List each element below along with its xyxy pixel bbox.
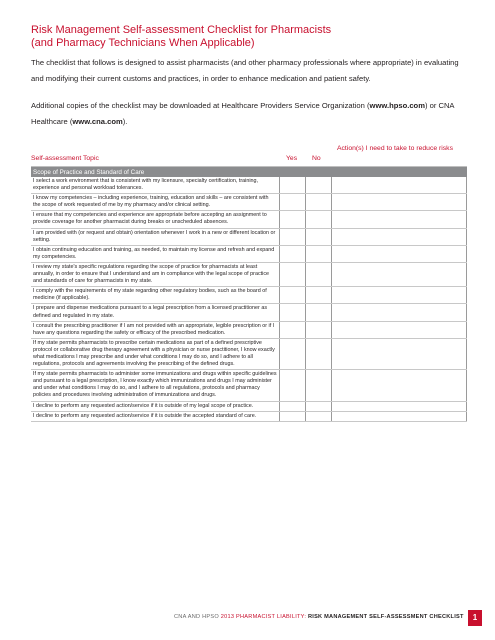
- checklist-row: [31, 263, 467, 287]
- no-checkbox[interactable]: [305, 287, 331, 303]
- checklist-row: [31, 287, 467, 304]
- checklist-item-text: I consult the prescribing practitioner if I am not provided with an appropriate, legible prescription or if I have any questions regarding the safety or efficacy of the prescribed medication.: [33, 322, 275, 336]
- yes-checkbox[interactable]: [279, 322, 305, 338]
- action-field[interactable]: [331, 263, 467, 286]
- action-field[interactable]: [331, 211, 467, 227]
- action-field[interactable]: [331, 304, 467, 320]
- download-text-post: ).: [122, 116, 128, 126]
- yes-checkbox[interactable]: [279, 246, 305, 262]
- checklist-row: [31, 304, 467, 321]
- action-field[interactable]: [331, 229, 467, 245]
- yes-checkbox[interactable]: [279, 370, 305, 400]
- checklist-row: [31, 211, 467, 228]
- checklist-table: [31, 166, 467, 422]
- checklist-item-text: I know my competencies – including experience, training, education and skills – are consistent with the scope of work requested of me by my pharmacy and/or clinical setting.: [33, 195, 269, 209]
- no-checkbox[interactable]: [305, 263, 331, 286]
- yes-checkbox[interactable]: [279, 287, 305, 303]
- yes-checkbox[interactable]: [279, 339, 305, 369]
- no-checkbox[interactable]: [305, 229, 331, 245]
- checklist-row: [31, 229, 467, 246]
- title-line-2: (and Pharmacy Technicians When Applicable): [31, 37, 255, 49]
- checklist-item-text: I prepare and dispense medications pursuant to a legal prescription from a licensed practitioner as defined and regulated in my state.: [33, 305, 268, 319]
- checklist-row: [31, 177, 467, 194]
- header-action: Action(s) I need to take to reduce risks: [337, 145, 453, 152]
- download-text-mid: ) or CNA Healthcare (: [31, 101, 455, 126]
- checklist-item-text: I comply with the requirements of my state regarding other regulatory bodies, such as the board of medicine (if applicable).: [33, 288, 267, 302]
- page-number: 1: [468, 610, 482, 626]
- action-field[interactable]: [331, 194, 467, 210]
- checklist-row: [31, 339, 467, 370]
- checklist-item-text: I decline to perform any requested action/service if it is outside of my legal scope of practice.: [33, 402, 254, 409]
- action-field[interactable]: [331, 370, 467, 400]
- footer-part-2: 2013 PHARMACIST LIABILITY:: [220, 614, 307, 620]
- action-field[interactable]: [331, 322, 467, 338]
- title-line-1: Risk Management Self-assessment Checklist for Pharmacists: [31, 24, 332, 36]
- checklist-row: [31, 246, 467, 263]
- action-field[interactable]: [331, 402, 467, 411]
- yes-checkbox[interactable]: [279, 304, 305, 320]
- checklist-item-text: If my state permits pharmacists to administer some immunizations and drugs within specific guidelines and pursuant to a legal prescription, I know exactly which immunizations and drugs I may administer and under what conditions I may do so, and I adhere to all regulations, protocols and pharmacy policies and procedures involving administration of immunizations and drugs.: [33, 371, 277, 399]
- no-checkbox[interactable]: [305, 246, 331, 262]
- checklist-item-text: I select a work environment that is consistent with my licensure, specialty certification, training, experience and personal workload tolerances.: [33, 178, 259, 192]
- checklist-item-text: If my state permits pharmacists to prescribe certain medications as part of a defined prescriptive protocol or collaborative drug therapy agreement with a physician or nurse practitioner, I know exactly what medications I may prescribe and under what conditions I may do so, and I adhere to all regulations, protocols and agreements involving the prescribing of the defined drugs.: [33, 339, 275, 368]
- no-checkbox[interactable]: [305, 211, 331, 227]
- download-text-pre: Additional copies of the checklist may be downloaded at Healthcare Providers Service Organization (: [31, 101, 370, 110]
- checklist-item-text: I ensure that my competencies and experience are appropriate before accepting an assignment to provide coverage for another pharmacist during breaks or unscheduled absences.: [33, 212, 267, 226]
- cna-link[interactable]: www.cna.com: [72, 116, 123, 126]
- footer-part-3: RISK MANAGEMENT SELF-ASSESSMENT CHECKLIST: [307, 614, 464, 620]
- checklist-row: [31, 412, 467, 422]
- no-checkbox[interactable]: [305, 370, 331, 400]
- yes-checkbox[interactable]: [279, 402, 305, 411]
- no-checkbox[interactable]: [305, 304, 331, 320]
- action-field[interactable]: [331, 287, 467, 303]
- yes-checkbox[interactable]: [279, 211, 305, 227]
- checklist-item-text: I decline to perform any requested action/service if it is outside the accepted standard of care.: [33, 412, 257, 419]
- checklist-item-text: I obtain continuing education and training, as needed, to maintain my license and refresh and expand my competencies.: [33, 246, 275, 260]
- yes-checkbox[interactable]: [279, 229, 305, 245]
- checklist-row: [31, 402, 467, 412]
- checklist-row: [31, 370, 467, 401]
- checklist-item-text: I am provided with (or request and obtain) orientation whenever I work in a new or different location or setting.: [33, 229, 276, 243]
- checklist-row: [31, 194, 467, 211]
- checklist-row: [31, 322, 467, 339]
- no-checkbox[interactable]: [305, 194, 331, 210]
- footer-part-1: CNA AND HPSO: [174, 614, 219, 620]
- header-yes: Yes: [286, 155, 298, 162]
- no-checkbox[interactable]: [305, 412, 331, 421]
- header-no: No: [312, 155, 321, 162]
- no-checkbox[interactable]: [305, 177, 331, 193]
- action-field[interactable]: [331, 246, 467, 262]
- download-paragraph: [31, 98, 471, 129]
- intro-paragraph: The checklist that follows is designed to assist pharmacists (and other pharmacy professionals where appropriate) in evaluating and modifying their current customs and practices, in order to enhance medication and patient safety.: [31, 58, 459, 83]
- no-checkbox[interactable]: [305, 402, 331, 411]
- yes-checkbox[interactable]: [279, 263, 305, 286]
- no-checkbox[interactable]: [305, 339, 331, 369]
- action-field[interactable]: [331, 339, 467, 369]
- no-checkbox[interactable]: [305, 322, 331, 338]
- yes-checkbox[interactable]: [279, 194, 305, 210]
- action-field[interactable]: [331, 177, 467, 193]
- checklist-rows: [31, 177, 467, 422]
- checklist-item-text: I review my state's specific regulations regarding the scope of practice for pharmacists at least annually, in order to ensure that I understand and am in compliance with the legal scope of practice and standards of care for pharmacists in my state.: [33, 263, 270, 285]
- hpso-link[interactable]: www.hpso.com: [369, 101, 425, 110]
- action-field[interactable]: [331, 412, 467, 421]
- yes-checkbox[interactable]: [279, 177, 305, 193]
- section-header: Scope of Practice and Standard of Care: [31, 166, 467, 177]
- footer: [174, 614, 464, 620]
- yes-checkbox[interactable]: [279, 412, 305, 421]
- header-topic: Self-assessment Topic: [31, 155, 99, 162]
- document-title: [31, 24, 471, 50]
